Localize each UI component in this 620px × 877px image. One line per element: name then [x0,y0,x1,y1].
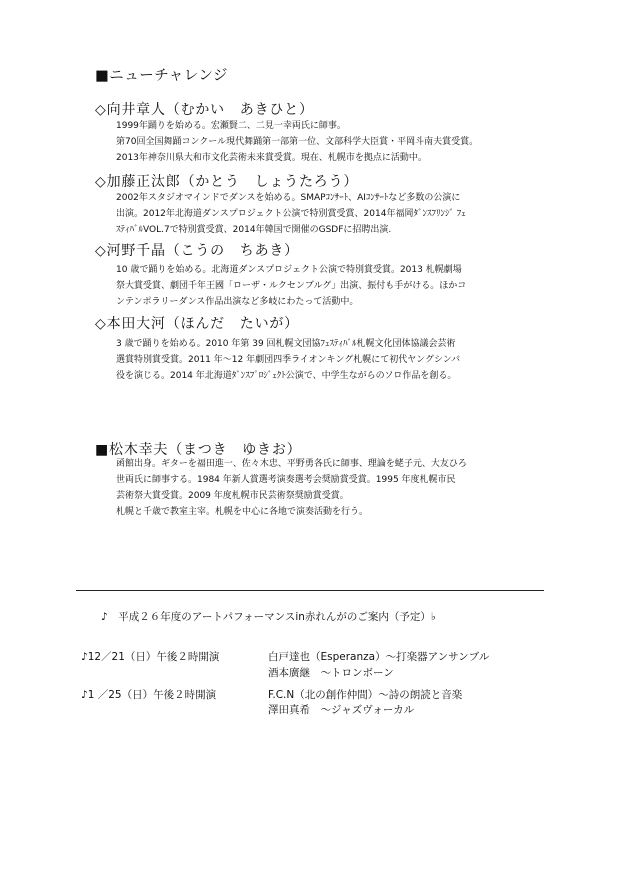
section-divider [76,590,544,591]
artist-bio-line: 3 歳で踊りを始める。2010 年第 39 回札幌文団協ﾌｪｽﾃｨﾊﾞﾙ札幌文化団体協議会芸術 [116,339,456,349]
section-heading-new-challenge: ■ニューチャレンジ [95,68,229,84]
matsuki-bio-line: 札幌と千歳で教室主宰。札幌を中心に各地で演奏活動を行う。 [116,507,369,517]
artist-bio-line: 役を演じる。2014 年北海道ﾀﾞﾝｽﾌﾟﾛｼﾞｪｸﾄ公演で、中学生ながらのソロ作品を創る。 [116,371,457,381]
artist-name-honda: ◇本田大河（ほんだ たいが） [95,316,299,332]
matsuki-bio-line: 世両氏に師事する。1984 年新人賞選考演奏選考会奨励賞受賞。1995 年度札幌市民 [116,475,456,485]
artist-bio-line: 祭大賞受賞、劇団千年王國「ローザ・ルクセンブルグ」出演、振付も手がける。ほかコ [116,281,467,291]
event-date: ♪12／21（日）午後２時開演 [81,651,220,663]
artist-bio-line: ンテンポラリーダンス作品出演など多岐にわたって活動中。 [116,297,359,307]
event-performer: F.C.N（北の創作仲間）～詩の朗読と音楽 [268,689,463,701]
matsuki-bio-line: 函館出身。ギターを福田進一、佐々木忠、平野勇各氏に師事、理論を蛯子元、大友ひろ [116,459,467,469]
artist-name-kato: ◇加藤正汰郎（かとう しょうたろう） [95,174,359,190]
section-heading-matsuki: ■松木幸夫（まつき ゆきお） [95,442,302,458]
matsuki-bio-line: 芸術祭大賞受賞。2009 年度札幌市民芸術祭奨励賞受賞。 [116,491,349,501]
artist-bio-line: 2013年神奈川県大和市文化芸術未来賞受賞。現在、札幌市を拠点に活動中。 [116,153,427,163]
artist-bio-line: 第70回全国舞踊コンクール現代舞踊第一部第一位、文部科学大臣賞・平岡斗南夫賞受賞。 [116,137,479,147]
artist-bio-line: 選賞特別賞受賞。2011 年～12 年劇団四季ライオンキング札幌にて初代ヤングシンバ [116,355,461,365]
artist-name-mukai: ◇向井章人（むかい あきひと） [95,102,314,118]
event-performer: 酒本廣継 ～トロンボーン [268,667,394,679]
event-date: ♪1 ／25（日）午後２時開演 [81,689,217,701]
artist-bio-line: 出演。2012年北海道ダンスプロジェクト公演で特別賞受賞、2014年福岡ﾀﾞﾝｽﾌﾘﾝｼﾞ ﾌｪ [116,209,466,219]
artist-name-kono: ◇河野千晶（こうの ちあき） [95,243,299,259]
event-performer: 澤田真希 ～ジャズヴォーカル [268,704,415,716]
event-performer: 白戸達也（Esperanza）～打楽器アンサンブル [268,651,490,663]
artist-bio-line: ｽﾃｨﾊﾞﾙVOL.7で特別賞受賞、2014年韓国で開催のGSDFに招聘出演. [116,225,392,235]
artist-bio-line: 10 歳で踊りを始める。北海道ダンスプロジェクト公演で特別賞受賞。2013 札幌劇場 [116,265,462,275]
artist-bio-line: 1999年踊りを始める。宏瀬賢二、二見一幸両氏に師事。 [116,121,346,131]
artist-bio-line: 2002年スタジオマインドでダンスを始める。SMAPｺﾝｻｰﾄ、AIｺﾝｻｰﾄなど多数の公演に [116,193,461,203]
notice-title: ♪ 平成２６年度のアートパフォーマンスin赤れんがのご案内（予定）♭ [101,611,436,623]
